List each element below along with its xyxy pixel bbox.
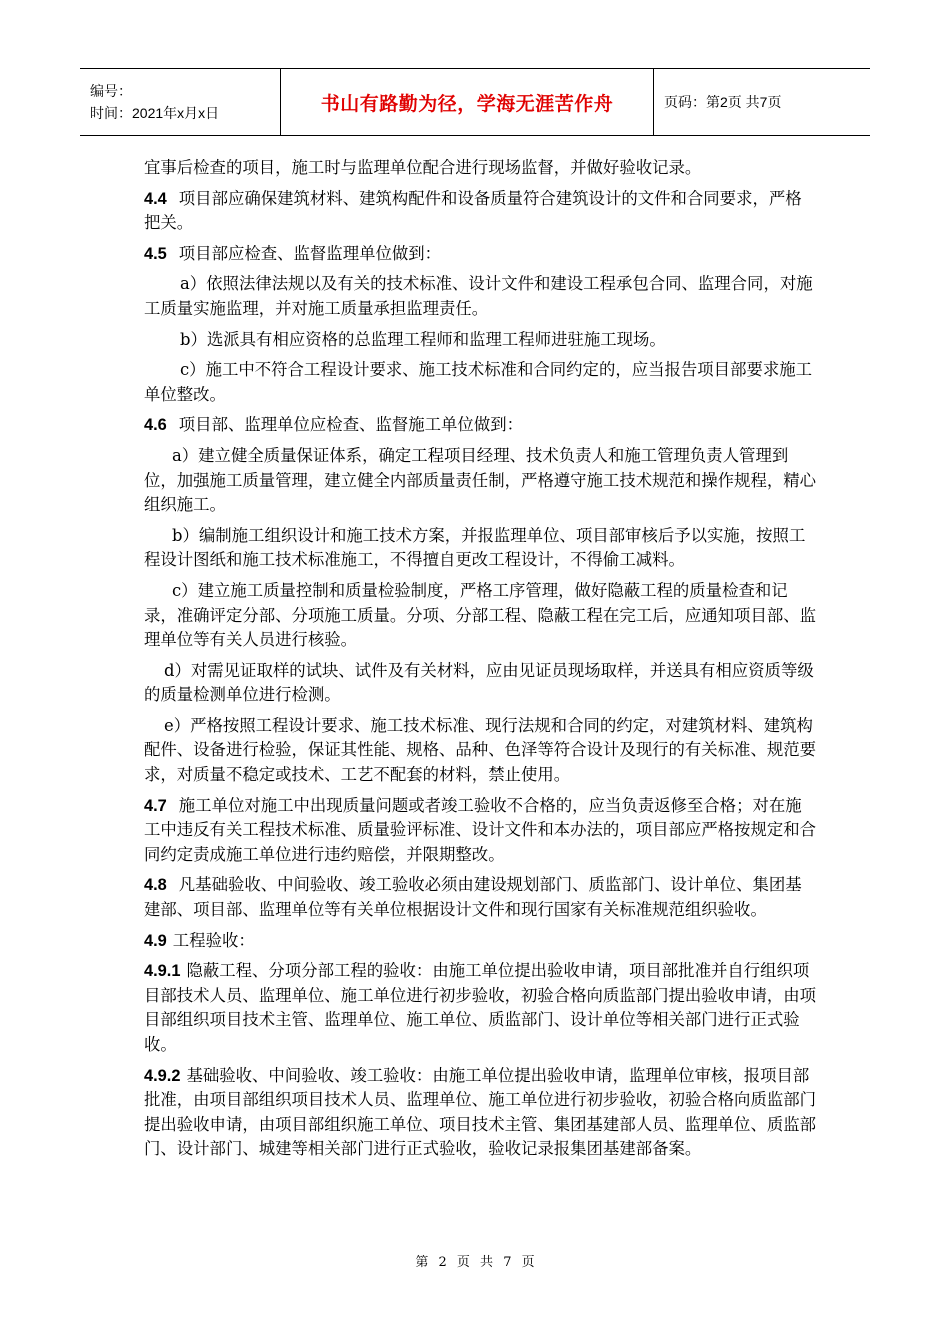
sub-item-paragraph [144,444,816,518]
clause-number: 4.8 [144,876,167,895]
document-date: 时间：2021年x月x日 [90,105,220,121]
sub-item-paragraph [144,156,816,181]
clause-paragraph [144,929,816,954]
document-number: 编号： [90,83,132,99]
clause-paragraph [144,413,816,438]
clause-paragraph [144,794,816,868]
paragraph-text: e）严格按照工程设计要求、施工技术标准、现行法规和合同的约定，对建筑材料、建筑构配件、设备进行检验，保证其性能、规格、品种、色泽等符合设计及现行的有关标准、规范要求，对质量不稳定或技术、工艺不配套的材料，禁止使用。 [144,715,817,785]
paragraph-text: 工程验收： [172,930,255,950]
clause-number: 4.6 [144,416,167,435]
paragraph-text: d）对需见证取样的试块、试件及有关材料，应由见证员现场取样，并送具有相应资质等级的质量检测单位进行检测。 [144,660,814,705]
header-motto-cell [281,69,654,136]
clause-number: 4.4 [144,189,167,208]
header-page-cell [654,69,871,136]
document-body [144,156,816,1168]
paragraph-text: b）选派具有相应资格的总监理工程师和监理工程师进驻施工现场。 [180,329,666,349]
clause-number: 4.9 [144,931,167,950]
paragraph-text: 凡基础验收、中间验收、竣工验收必须由建设规划部门、质监部门、设计单位、集团基建部、项目部、监理单位等有关单位根据设计文件和现行国家有关标准规范组织验收。 [144,875,802,920]
clause-number: 4.7 [144,796,167,815]
paragraph-text: c）建立施工质量控制和质量检验制度，严格工序管理，做好隐蔽工程的质量检查和记录，准确评定分部、分项施工质量。分项、分部工程、隐蔽工程在完工后，应通知项目部、监理单位等有关人员进行核验。 [144,580,817,650]
paragraph-text: a）依照法律法规以及有关的技术标准、设计文件和建设工程承包合同、监理合同，对施工质量实施监理，并对施工质量承担监理责任。 [144,274,813,318]
paragraph-text: 项目部应检查、监督监理单位做到： [178,243,442,263]
motto-text: 书山有路勤为径，学海无涯苦作舟 [320,92,614,115]
paragraph-text: 隐蔽工程、分项分部工程的验收：由施工单位提出验收申请，项目部批准并自行组织项目部技术人员、监理单位、施工单位进行初步验收，初验合格向质监部门提出验收申请，由项目部组织项目技术主管、监理单位、施工单位、质监部门、设计单位等相关部门进行正式验收。 [144,961,817,1054]
sub-item-paragraph [144,579,816,653]
paragraph-text: 基础验收、中间验收、竣工验收：由施工单位提出验收申请，监理单位审核，报项目部批准，由项目部组织项目技术人员、监理单位、施工单位进行初步验收，初验合格向质监部门提出验收申请，由项目部组织施工单位、项目技术主管、集团基建部人员、监理单位、质监部门、设计部门、城建等相关部门进行正式验收，验收记录报集团基建部备案。 [144,1065,817,1159]
paragraph-text: 项目部应确保建筑材料、建筑构配件和设备质量符合建筑设计的文件和合同要求，严格把关。 [144,188,802,233]
paragraph-text: a）建立健全质量保证体系，确定工程项目经理、技术负责人和施工管理负责人管理到位，加强施工质量管理，建立健全内部质量责任制，严格遵守施工技术规范和操作规程，精心组织施工。 [144,445,817,515]
header-table [80,68,870,136]
sub-item-paragraph [144,714,816,788]
paragraph-text: c）施工中不符合工程设计要求、施工技术标准和合同约定的，应当报告项目部要求施工单位整改。 [144,360,813,404]
sub-item-paragraph [144,272,816,321]
clause-paragraph [144,959,816,1057]
sub-item-paragraph [144,524,816,573]
sub-item-paragraph [144,358,816,407]
clause-paragraph [144,1064,816,1162]
paragraph-text: 施工单位对施工中出现质量问题或者竣工验收不合格的，应当负责返修至合格；对在施工中违反有关工程技术标准、质量验评标准、设计文件和本办法的，项目部应严格按规定和合同约定责成施工单位进行违约赔偿，并限期整改。 [144,795,817,864]
clause-paragraph [144,187,816,236]
page-footer: 第 2 页 共 7 页 [415,1255,535,1270]
paragraph-text: 宜事后检查的项目，施工时与监理单位配合进行现场监督，并做好验收记录。 [144,158,702,177]
sub-item-paragraph [144,328,816,353]
clause-number: 4.9.2 [144,1066,181,1085]
clause-number: 4.5 [144,244,167,263]
clause-paragraph [144,873,816,922]
clause-paragraph [144,242,816,267]
page-info: 页码：第2页 共7页 [664,94,782,110]
paragraph-text: 项目部、监理单位应检查、监督施工单位做到： [178,415,523,435]
clause-number: 4.9.1 [144,962,181,981]
paragraph-text: b）编制施工组织设计和施工技术方案，并报监理单位、项目部审核后予以实施，按照工程设计图纸和施工技术标准施工，不得擅自更改工程设计，不得偷工减料。 [144,525,806,570]
header-meta-cell [80,69,281,136]
sub-item-paragraph [144,659,816,708]
